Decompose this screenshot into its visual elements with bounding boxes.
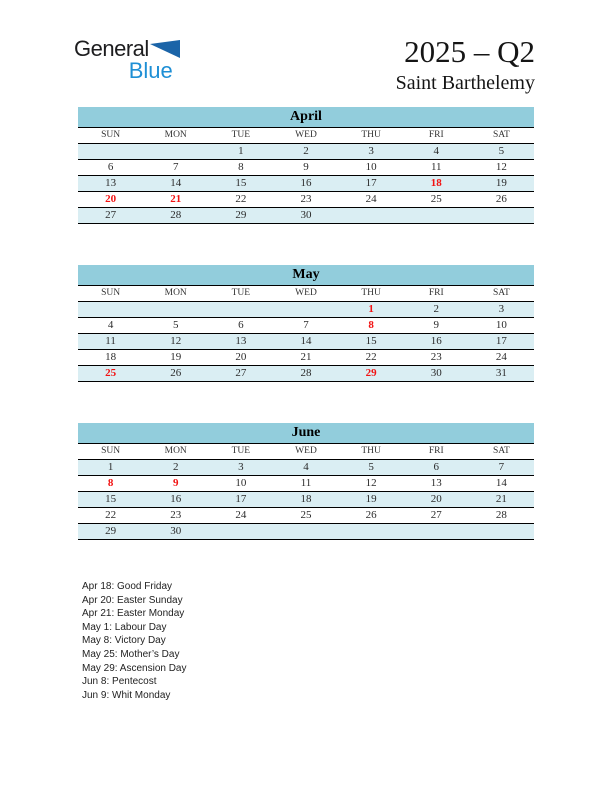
day-cell: 19 bbox=[170, 351, 182, 363]
day-cell: 7 bbox=[172, 161, 179, 173]
day-cell: 16 bbox=[170, 493, 182, 505]
day-cell: 23 bbox=[300, 193, 312, 205]
day-cell: 1 bbox=[107, 461, 114, 473]
empty-day-cell bbox=[143, 302, 208, 317]
weekday-header: SUN bbox=[101, 446, 121, 456]
weekday-header: SAT bbox=[492, 446, 510, 456]
week-row bbox=[78, 366, 534, 382]
week-row bbox=[78, 302, 534, 318]
day-cell: 26 bbox=[495, 193, 507, 205]
day-cell: 29 bbox=[105, 525, 117, 537]
day-cell: 16 bbox=[300, 177, 312, 189]
week-row bbox=[78, 476, 534, 492]
page-subtitle: Saint Barthelemy bbox=[395, 72, 535, 94]
weekday-header-row bbox=[78, 443, 534, 460]
day-cell: 14 bbox=[495, 477, 507, 489]
calendar-month-may bbox=[78, 265, 534, 382]
day-cell: 10 bbox=[495, 319, 507, 331]
week-row bbox=[78, 460, 534, 476]
day-cell: 30 bbox=[300, 209, 312, 221]
day-cell: 27 bbox=[105, 209, 117, 221]
day-cell: 11 bbox=[300, 477, 312, 489]
calendar-month-june bbox=[78, 423, 534, 540]
week-row bbox=[78, 144, 534, 160]
week-row bbox=[78, 192, 534, 208]
day-cell: 28 bbox=[300, 367, 312, 379]
day-cell: 18 bbox=[300, 493, 312, 505]
day-cell: 6 bbox=[433, 461, 440, 473]
day-cell: 3 bbox=[498, 303, 505, 315]
day-cell: 15 bbox=[365, 335, 377, 347]
empty-day-cell bbox=[78, 144, 143, 159]
day-cell: 17 bbox=[235, 493, 247, 505]
weekday-header: MON bbox=[164, 446, 187, 456]
week-row bbox=[78, 350, 534, 366]
weekday-header: TUE bbox=[231, 288, 251, 298]
weekday-header: SUN bbox=[101, 288, 121, 298]
day-cell: 30 bbox=[170, 525, 182, 537]
page-title: 2025 – Q2 bbox=[404, 34, 535, 69]
day-cell: 9 bbox=[303, 161, 309, 173]
day-cell: 22 bbox=[235, 193, 247, 205]
day-cell: 1 bbox=[238, 145, 244, 157]
week-row bbox=[78, 508, 534, 524]
holiday-item: Apr 20: Easter Sunday bbox=[82, 594, 183, 606]
week-row bbox=[78, 334, 534, 350]
day-cell: 12 bbox=[170, 335, 182, 347]
day-cell: 13 bbox=[235, 335, 247, 347]
day-cell: 31 bbox=[495, 367, 507, 379]
day-cell: 11 bbox=[105, 335, 116, 347]
weekday-header: WED bbox=[295, 288, 317, 298]
holiday-item: May 29: Ascension Day bbox=[82, 662, 187, 674]
day-cell: 20 bbox=[430, 493, 442, 505]
day-cell: 25 bbox=[300, 509, 312, 521]
weekday-header: THU bbox=[361, 288, 381, 298]
day-cell: 4 bbox=[433, 145, 440, 157]
day-cell: 7 bbox=[303, 319, 309, 331]
weekday-header: FRI bbox=[428, 130, 444, 140]
weekday-header: SAT bbox=[492, 288, 510, 298]
day-cell: 2 bbox=[172, 461, 179, 473]
day-cell: 10 bbox=[235, 477, 247, 489]
day-cell: 16 bbox=[430, 335, 442, 347]
empty-day-cell bbox=[404, 208, 469, 223]
day-cell: 7 bbox=[498, 461, 505, 473]
holiday-day-cell: 25 bbox=[105, 367, 117, 379]
day-cell: 11 bbox=[430, 161, 442, 173]
empty-day-cell bbox=[208, 524, 273, 539]
holiday-day-cell: 18 bbox=[430, 177, 442, 189]
day-cell: 29 bbox=[235, 209, 247, 221]
holiday-day-cell: 29 bbox=[365, 367, 377, 379]
holiday-day-cell: 21 bbox=[170, 193, 182, 205]
day-cell: 14 bbox=[170, 177, 182, 189]
holiday-item: Apr 21: Easter Monday bbox=[82, 608, 185, 620]
empty-day-cell bbox=[143, 144, 208, 159]
holiday-item: Apr 18: Good Friday bbox=[82, 581, 173, 592]
day-cell: 4 bbox=[303, 461, 309, 473]
day-cell: 18 bbox=[105, 351, 117, 363]
day-cell: 21 bbox=[300, 351, 312, 363]
holiday-day-cell: 1 bbox=[368, 303, 374, 315]
weekday-header: FRI bbox=[428, 288, 444, 298]
weekday-header: SUN bbox=[101, 130, 121, 140]
day-cell: 13 bbox=[105, 177, 117, 189]
weekday-header: MON bbox=[164, 130, 187, 140]
holiday-item: Jun 8: Pentecost bbox=[82, 676, 157, 688]
empty-day-cell bbox=[208, 302, 273, 317]
empty-day-cell bbox=[339, 524, 404, 539]
weekday-header-row bbox=[78, 285, 534, 302]
weekday-header: FRI bbox=[428, 446, 444, 456]
day-cell: 26 bbox=[170, 367, 182, 379]
day-cell: 24 bbox=[495, 351, 507, 363]
day-cell: 27 bbox=[235, 367, 247, 379]
weekday-header: WED bbox=[295, 130, 317, 140]
holiday-item: May 1: Labour Day bbox=[82, 621, 167, 633]
day-cell: 5 bbox=[498, 145, 505, 157]
day-cell: 6 bbox=[107, 161, 114, 173]
day-cell: 13 bbox=[430, 477, 442, 489]
holiday-day-cell: 8 bbox=[368, 319, 374, 331]
day-cell: 19 bbox=[365, 493, 377, 505]
holiday-list bbox=[82, 580, 187, 702]
empty-day-cell bbox=[339, 208, 404, 223]
weekday-header-row bbox=[78, 127, 534, 144]
day-cell: 17 bbox=[495, 335, 507, 347]
day-cell: 27 bbox=[430, 509, 442, 521]
week-row bbox=[78, 160, 534, 176]
weekday-header: THU bbox=[361, 130, 381, 140]
day-cell: 21 bbox=[495, 493, 507, 505]
day-cell: 5 bbox=[368, 461, 374, 473]
weekday-header: THU bbox=[361, 446, 381, 456]
holiday-day-cell: 8 bbox=[107, 477, 114, 489]
day-cell: 14 bbox=[300, 335, 312, 347]
day-cell: 22 bbox=[365, 351, 377, 363]
holiday-item: May 25: Mother’s Day bbox=[82, 648, 180, 660]
calendar-month-april bbox=[78, 107, 534, 224]
day-cell: 24 bbox=[365, 193, 377, 205]
empty-day-cell bbox=[404, 524, 469, 539]
day-cell: 6 bbox=[238, 319, 244, 331]
holiday-day-cell: 9 bbox=[172, 477, 179, 489]
day-cell: 15 bbox=[235, 177, 247, 189]
day-cell: 23 bbox=[170, 509, 182, 521]
week-row bbox=[78, 176, 534, 192]
weekday-header: WED bbox=[295, 446, 317, 456]
holiday-item: Jun 9: Whit Monday bbox=[82, 689, 171, 701]
logo-text-blue: Blue bbox=[128, 58, 173, 83]
day-cell: 20 bbox=[235, 351, 247, 363]
day-cell: 3 bbox=[368, 145, 374, 157]
day-cell: 2 bbox=[433, 303, 440, 315]
week-row bbox=[78, 208, 534, 224]
week-row bbox=[78, 492, 534, 508]
month-title: May bbox=[78, 265, 534, 285]
holiday-day-cell: 20 bbox=[105, 193, 117, 205]
weekday-header: MON bbox=[164, 288, 187, 298]
day-cell: 30 bbox=[430, 367, 442, 379]
day-cell: 12 bbox=[495, 161, 507, 173]
header-titles bbox=[396, 34, 535, 96]
weekday-header: TUE bbox=[231, 446, 251, 456]
week-row bbox=[78, 318, 534, 334]
week-row bbox=[78, 524, 534, 540]
empty-day-cell bbox=[273, 524, 338, 539]
day-cell: 22 bbox=[105, 509, 117, 521]
month-title: April bbox=[78, 107, 534, 127]
day-cell: 4 bbox=[107, 319, 114, 331]
empty-day-cell bbox=[469, 208, 534, 223]
day-cell: 12 bbox=[365, 477, 377, 489]
day-cell: 17 bbox=[365, 177, 377, 189]
day-cell: 19 bbox=[495, 177, 507, 189]
day-cell: 5 bbox=[172, 319, 179, 331]
day-cell: 24 bbox=[235, 509, 247, 521]
day-cell: 9 bbox=[433, 319, 440, 331]
day-cell: 23 bbox=[430, 351, 442, 363]
day-cell: 15 bbox=[105, 493, 117, 505]
general-blue-logo bbox=[74, 36, 180, 83]
day-cell: 10 bbox=[365, 161, 377, 173]
day-cell: 25 bbox=[430, 193, 442, 205]
logo-text-general: General bbox=[74, 36, 149, 61]
empty-day-cell bbox=[469, 524, 534, 539]
holiday-item: May 8: Victory Day bbox=[82, 635, 166, 647]
calendar-months bbox=[78, 107, 534, 581]
day-cell: 8 bbox=[238, 161, 244, 173]
weekday-header: SAT bbox=[492, 130, 510, 140]
empty-day-cell bbox=[78, 302, 143, 317]
month-title: June bbox=[78, 423, 534, 443]
day-cell: 2 bbox=[303, 145, 309, 157]
day-cell: 28 bbox=[170, 209, 182, 221]
empty-day-cell bbox=[273, 302, 338, 317]
weekday-header: TUE bbox=[231, 130, 251, 140]
day-cell: 28 bbox=[495, 509, 507, 521]
day-cell: 3 bbox=[238, 461, 244, 473]
day-cell: 26 bbox=[365, 509, 377, 521]
